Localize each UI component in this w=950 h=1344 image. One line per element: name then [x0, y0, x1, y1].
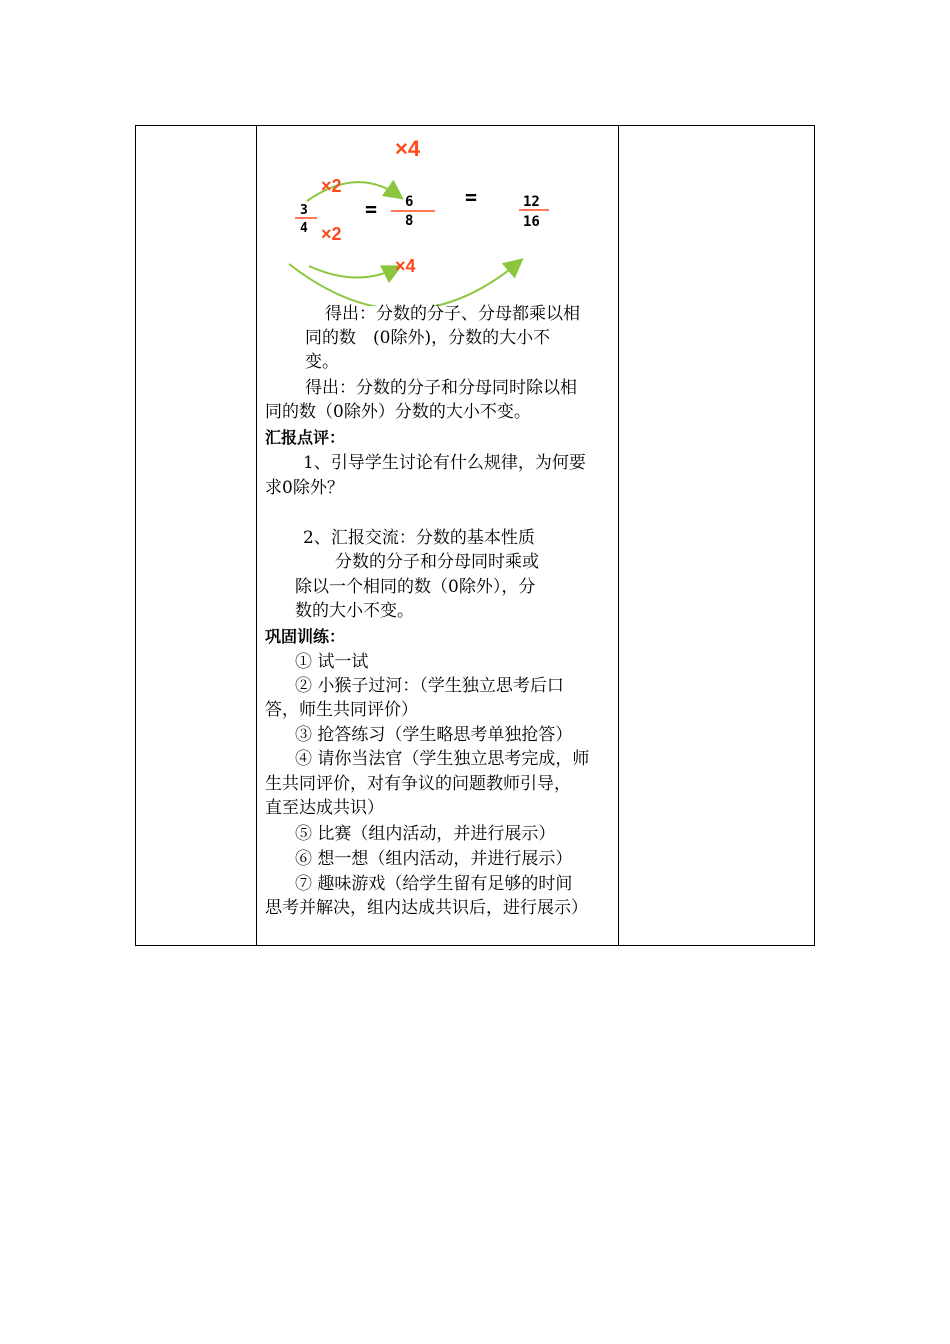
middle-cell [257, 126, 618, 945]
equals-sign-2: = [465, 185, 478, 209]
exercise-1: ① 试一试 [295, 652, 369, 672]
report-2-line-4: 数的大小不变。 [295, 601, 414, 621]
arrow-lower-x2 [309, 266, 397, 278]
column-divider-right [618, 126, 619, 945]
paragraph-1-line-3: 变。 [305, 352, 339, 372]
label-bottom-x4: ×4 [395, 256, 416, 276]
paragraph-1-line-1: 得出：分数的分子、分母都乘以相 [325, 304, 580, 324]
fraction-right-denominator: 16 [523, 214, 540, 230]
fraction-mid-numerator: 6 [405, 194, 414, 210]
exercise-7-line-1: ⑦ 趣味游戏（给学生留有足够的时间 [295, 874, 573, 894]
exercise-4-line-3: 直至达成共识） [265, 798, 384, 818]
label-upper-x2: ×2 [321, 176, 342, 196]
fraction-right-numerator: 12 [523, 194, 540, 210]
exercise-2-line-2: 答，师生共同评价） [265, 700, 418, 720]
equals-sign-1: = [365, 197, 378, 221]
report-2-line-2: 分数的分子和分母同时乘或 [335, 552, 539, 572]
exercise-7-line-2: 思考并解决，组内达成共识后，进行展示） [265, 898, 588, 918]
exercise-3: ③ 抢答练习（学生略思考单独抢答） [295, 725, 573, 745]
fraction-left-denominator: 4 [300, 221, 308, 236]
fraction-left-numerator: 3 [300, 203, 308, 218]
lesson-table [135, 125, 815, 946]
report-1-line-2: 求0除外？ [265, 478, 344, 498]
heading-practice: 巩固训练： [265, 627, 346, 646]
report-2-line-3: 除以一个相同的数（0除外），分 [295, 577, 536, 597]
exercise-4-line-2: 生共同评价，对有争议的问题教师引导， [265, 774, 571, 794]
exercise-4-line-1: ④ 请你当法官（学生独立思考完成，师 [295, 749, 590, 769]
exercise-6: ⑥ 想一想（组内活动，并进行展示） [295, 849, 573, 869]
paragraph-2-line-1: 得出：分数的分子和分母同时除以相 [305, 378, 577, 398]
paragraph-1-line-2: 同的数 (0除外)，分数的大小不 [305, 328, 551, 348]
heading-report: 汇报点评： [265, 428, 346, 447]
report-1-line-1: 1、引导学生讨论有什么规律，为何要 [303, 453, 586, 473]
label-lower-x2: ×2 [321, 224, 342, 244]
paragraph-2-line-2: 同的数（0除外）分数的大小不变。 [265, 402, 531, 422]
report-2-line-1: 2、汇报交流：分数的基本性质 [303, 528, 535, 548]
fraction-mid-denominator: 8 [405, 213, 414, 229]
exercise-2-line-1: ② 小猴子过河：（学生独立思考后口 [295, 676, 564, 696]
label-top-x4: ×4 [395, 136, 421, 161]
exercise-5: ⑤ 比赛（组内活动，并进行展示） [295, 824, 556, 844]
fraction-diagram [257, 126, 618, 306]
